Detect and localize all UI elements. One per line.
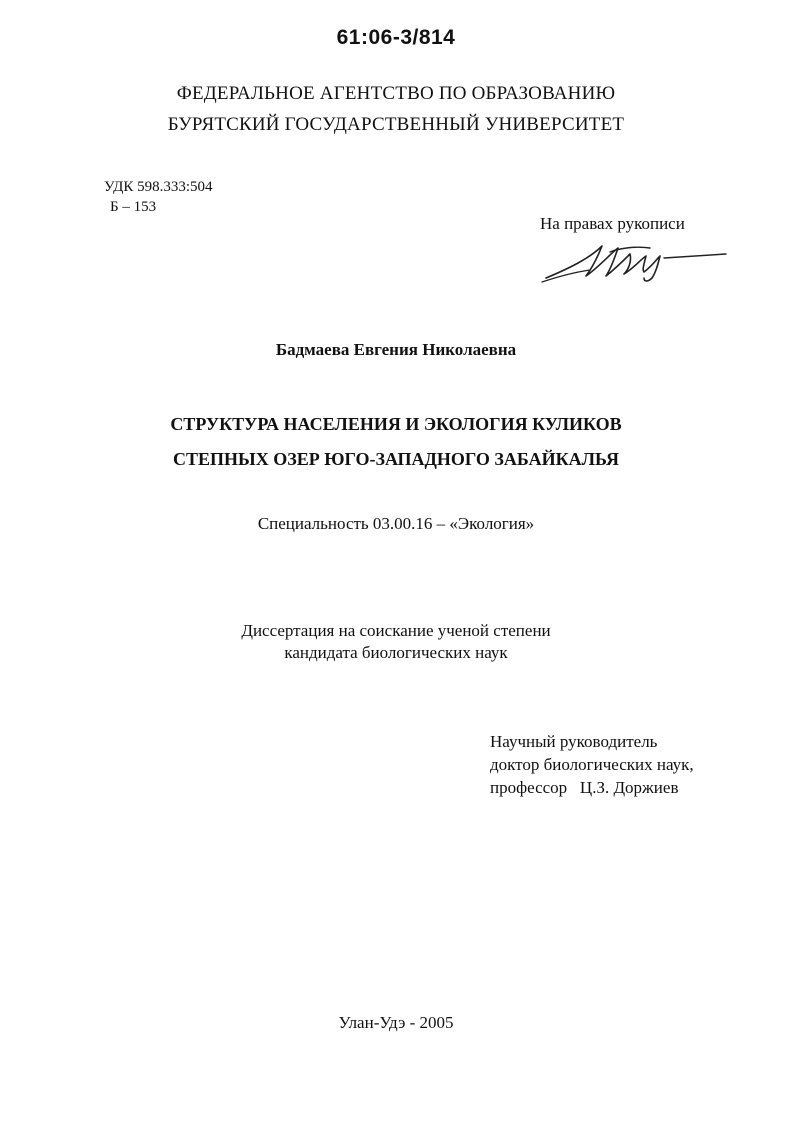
university-name: БУРЯТСКИЙ ГОСУДАРСТВЕННЫЙ УНИВЕРСИТЕТ xyxy=(167,114,625,135)
manuscript-rights: На правах рукописи xyxy=(540,214,685,233)
scientific-advisor xyxy=(490,730,694,799)
author-name: Бадмаева Евгения Николаевна xyxy=(275,340,517,359)
udk-block xyxy=(104,177,213,217)
agency-header xyxy=(0,78,792,140)
author-signature xyxy=(540,238,730,286)
title-line-2: СТЕПНЫХ ОЗЕР ЮГО-ЗАПАДНОГО ЗАБАЙКАЛЬЯ xyxy=(173,449,619,469)
advisor-degree: доктор биологических наук, xyxy=(490,755,694,774)
degree-line-1: Диссертация на соискание ученой степени xyxy=(241,621,551,640)
degree-line-2: кандидата биологических наук xyxy=(284,643,508,662)
advisor-name: профессор Ц.З. Доржиев xyxy=(490,778,679,797)
specialty: Специальность 03.00.16 – «Экология» xyxy=(257,514,535,533)
library-code: Б – 153 xyxy=(110,199,157,215)
degree-statement xyxy=(0,620,792,664)
udk-code: УДК 598.333:504 xyxy=(104,179,213,195)
dissertation-title xyxy=(0,407,792,477)
advisor-role: Научный руководитель xyxy=(490,732,658,751)
archive-stamp-number: 61:06-3/814 xyxy=(336,26,456,49)
city-year: Улан-Удэ - 2005 xyxy=(338,1013,454,1032)
title-line-1: СТРУКТУРА НАСЕЛЕНИЯ И ЭКОЛОГИЯ КУЛИКОВ xyxy=(170,414,622,434)
agency-name: ФЕДЕРАЛЬНОЕ АГЕНТСТВО ПО ОБРАЗОВАНИЮ xyxy=(176,83,616,104)
